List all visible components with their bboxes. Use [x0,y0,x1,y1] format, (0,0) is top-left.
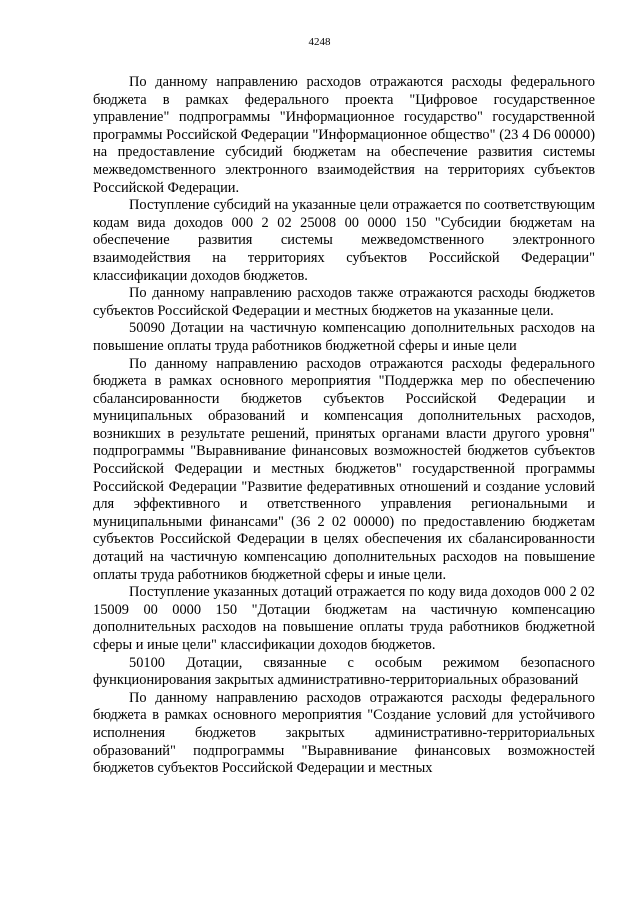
paragraph: Поступление указанных дотаций отражается по коду вида доходов 000 2 02 15009 00 0000 150 "Дотации бюджетам на частичную компенсацию дополнительных расходов на повышение оплаты труда работников бюджетной сферы и иные цели" классификации доходов бюджетов. [93,584,595,653]
paragraph: По данному направлению расходов также отражаются расходы бюджетов субъектов Российской Федерации и местных бюджетов на указанные цели. [93,285,595,319]
paragraph: По данному направлению расходов отражаются расходы федерального бюджета в рамках основного мероприятия "Создание условий для устойчивого исполнения бюджетов закрытых административно-территориальных образований" подпрограммы "Выравнивание финансовых возможностей бюджетов субъектов Российской Федерации и местных [93,689,595,777]
page-number: 4248 [308,36,331,48]
paragraph: По данному направлению расходов отражаются расходы федерального бюджета в рамках основного мероприятия "Поддержка мер по обеспечению сбалансированности бюджетов субъектов Российской Федерации и муниципальных образований и компенсация дополнительных расходов, возникших в результате решений, принятых органами власти другого уровня" подпрограммы "Выравнивание финансовых возможностей бюджетов субъектов Российской Федерации и местных бюджетов" государственной программы Российской Федерации "Развитие федеративных отношений и создание условий для эффективного и ответственного управления региональными и муниципальными финансами" (36 2 02 00000) по предоставлению бюджетам субъектов Российской Федерации в целях обеспечения их сбалансированности дотаций на частичную компенсацию дополнительных расходов на повышение оплаты труда работников бюджетной сферы и иные цели. [93,355,595,583]
paragraph: По данному направлению расходов отражаются расходы федерального бюджета в рамках федерального проекта "Цифровое государственное управление" подпрограммы "Информационное государство" государственной программы Российской Федерации "Информационное общество" (23 4 D6 00000) на предоставление субсидий бюджетам на обеспечение развития системы межведомственного электронного взаимодействия на территориях субъектов Российской Федерации. [93,74,595,196]
section-heading: 50100 Дотации, связанные с особым режимом безопасного функционирования закрытых административно-территориальных образований [93,654,595,689]
paragraph: Поступление субсидий на указанные цели отражается по соответствующим кодам вида доходов 000 2 02 25008 00 0000 150 "Субсидии бюджетам на обеспечение развития системы межведомственного электронного взаимодействия на территориях субъектов Российской Федерации" классификации доходов бюджетов. [93,197,595,284]
section-heading: 50090 Дотации на частичную компенсацию дополнительных расходов на повышение оплаты труда работников бюджетной сферы и иные цели [93,320,595,354]
document-body [93,74,595,778]
